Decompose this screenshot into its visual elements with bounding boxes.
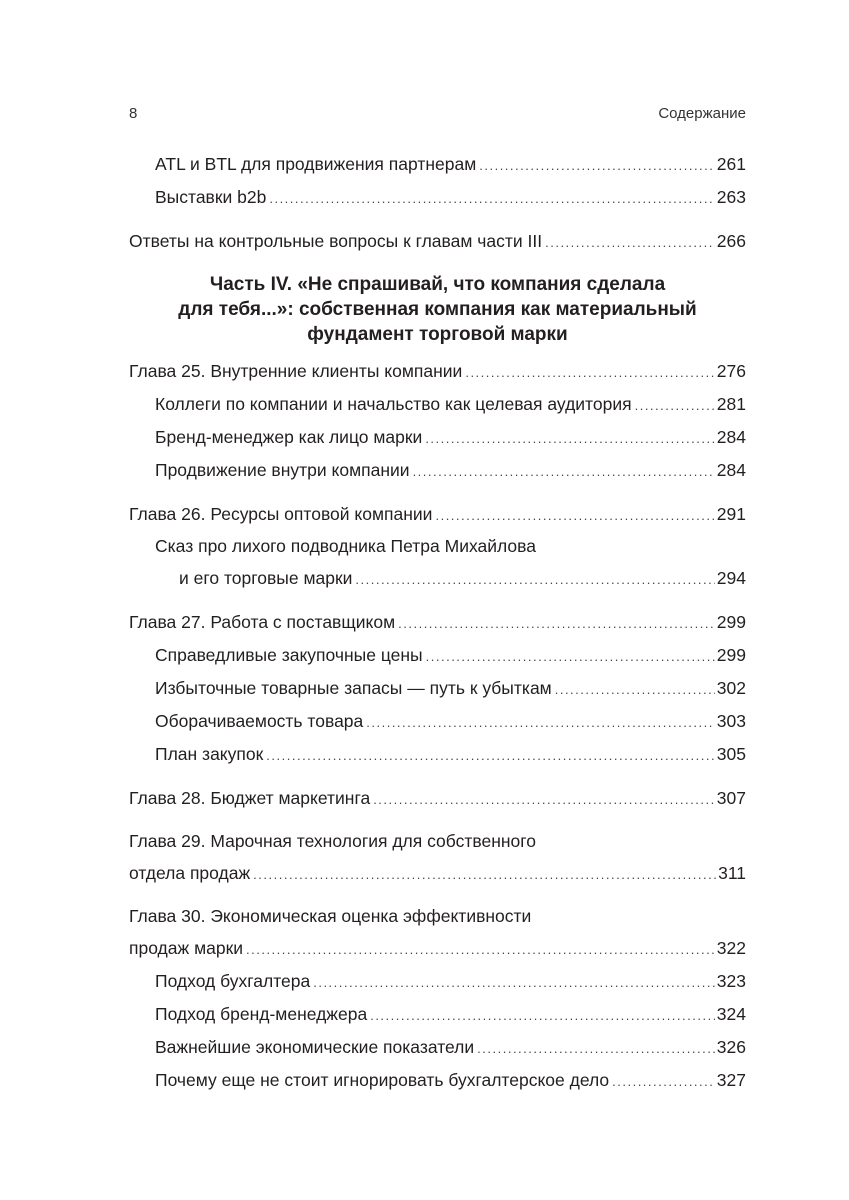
toc-entry-page: 324 — [716, 1004, 746, 1024]
toc-entry-page: 276 — [716, 361, 746, 381]
dot-leader — [425, 422, 714, 455]
dot-leader — [370, 999, 715, 1032]
toc-entry-title: Глава 27. Работа с поставщиком — [129, 612, 396, 632]
toc-entry-page: 303 — [716, 711, 746, 731]
dot-leader — [373, 783, 715, 816]
toc-entry-page: 291 — [716, 504, 746, 524]
dot-leader — [246, 933, 715, 966]
toc-entry[interactable] — [129, 672, 746, 705]
toc-chapter-30[interactable] — [129, 901, 746, 965]
part-title-line: фундамент торговой марки — [307, 324, 568, 345]
toc-entry-multiline[interactable] — [129, 531, 746, 595]
dot-leader — [477, 1032, 715, 1065]
part-title-line: для тебя...»: собственная компания как материальный — [178, 299, 697, 320]
dot-leader — [426, 640, 715, 673]
toc-entry-title: Глава 30. Экономическая оценка эффективности — [129, 906, 532, 926]
toc-entry-page: 307 — [716, 788, 746, 808]
part-title-line: Часть IV. «Не спрашивай, что компания сделала — [209, 274, 666, 295]
toc-entry-page: 299 — [716, 612, 746, 632]
toc-entry-page: 263 — [716, 187, 746, 207]
toc-entry-page: 299 — [716, 645, 746, 665]
dot-leader — [479, 149, 715, 182]
toc-entry[interactable] — [129, 1064, 746, 1097]
toc-chapter-26[interactable] — [129, 498, 746, 531]
dot-leader — [355, 563, 714, 596]
toc-entry[interactable] — [129, 388, 746, 421]
toc-entry[interactable] — [129, 421, 746, 454]
toc-entry-title: ATL и BTL для продвижения партнерам — [155, 154, 477, 174]
toc-chapter-25[interactable] — [129, 355, 746, 388]
part-heading — [129, 258, 746, 355]
toc-entry-page: 322 — [716, 938, 746, 958]
toc-chapter-27[interactable] — [129, 606, 746, 639]
toc-entry-title: Коллеги по компании и начальство как целевая аудитория — [155, 394, 632, 414]
toc-entry-title: Глава 28. Бюджет маркетинга — [129, 788, 371, 808]
toc-entry-title-cont: продаж марки — [129, 938, 243, 958]
toc-entry-title: Справедливые закупочные цены — [155, 645, 423, 665]
running-title: Содержание — [658, 105, 746, 122]
toc-entry-page: 284 — [716, 460, 746, 480]
toc-entry-page: 284 — [716, 427, 746, 447]
toc-entry-title: Почему еще не стоит игнорировать бухгалтерское дело — [155, 1070, 610, 1090]
toc-entry-title: Важнейшие экономические показатели — [155, 1037, 475, 1057]
toc-entry-title: Продвижение внутри компании — [155, 460, 410, 480]
toc-entry-page: 294 — [716, 568, 746, 588]
toc-entry-title: Ответы на контрольные вопросы к главам части III — [129, 231, 543, 251]
toc-entry-page: 261 — [716, 154, 746, 174]
dot-leader — [635, 389, 715, 422]
toc-entry-title: Глава 29. Марочная технология для собственного — [129, 831, 536, 851]
toc-entry-title: Выставки b2b — [155, 187, 267, 207]
toc-entry[interactable] — [129, 998, 746, 1031]
dot-leader — [435, 499, 714, 532]
dot-leader — [313, 966, 715, 999]
toc-entry-page: 326 — [716, 1037, 746, 1057]
toc-entry-title: Глава 26. Ресурсы оптовой компании — [129, 504, 433, 524]
dot-leader — [269, 182, 714, 215]
toc-entry[interactable] — [129, 1031, 746, 1064]
dot-leader — [366, 706, 715, 739]
toc-entry-answers[interactable] — [129, 225, 746, 258]
toc-entry-title: Глава 25. Внутренние клиенты компании — [129, 361, 463, 381]
running-header — [129, 105, 746, 122]
toc-entry-page: 266 — [716, 231, 746, 251]
dot-leader — [266, 739, 715, 772]
toc-entry-page: 323 — [716, 971, 746, 991]
toc-entry-title-cont: отдела продаж — [129, 863, 251, 883]
toc-entry-title: План закупок — [155, 744, 264, 764]
toc-entry-page: 311 — [718, 863, 746, 883]
table-of-contents — [129, 148, 746, 1097]
toc-entry-title: Сказ про лихого подводника Петра Михайлова — [155, 536, 537, 556]
toc-entry[interactable] — [129, 454, 746, 487]
toc-entry-page: 305 — [716, 744, 746, 764]
toc-entry[interactable] — [129, 639, 746, 672]
toc-entry[interactable] — [129, 181, 746, 214]
toc-entry-title: Избыточные товарные запасы — путь к убыткам — [155, 678, 552, 698]
toc-entry[interactable] — [129, 965, 746, 998]
toc-entry-title: Подход бренд-менеджера — [155, 1004, 368, 1024]
toc-entry[interactable] — [129, 705, 746, 738]
toc-entry-page: 302 — [716, 678, 746, 698]
toc-chapter-29[interactable] — [129, 826, 746, 890]
toc-entry-page: 327 — [716, 1070, 746, 1090]
toc-entry-title-cont: и его торговые марки — [179, 568, 353, 588]
dot-leader — [545, 226, 715, 259]
dot-leader — [413, 455, 715, 488]
dot-leader — [465, 356, 714, 389]
dot-leader — [555, 673, 715, 706]
toc-entry-title: Оборачиваемость товара — [155, 711, 364, 731]
toc-entry-title: Бренд-менеджер как лицо марки — [155, 427, 423, 447]
toc-entry[interactable] — [129, 148, 746, 181]
page-number: 8 — [129, 105, 138, 122]
toc-entry-title: Подход бухгалтера — [155, 971, 311, 991]
toc-chapter-28[interactable] — [129, 782, 746, 815]
dot-leader — [612, 1065, 715, 1098]
dot-leader — [398, 607, 715, 640]
dot-leader — [253, 858, 716, 891]
toc-entry-page: 281 — [716, 394, 746, 414]
toc-entry[interactable] — [129, 738, 746, 771]
